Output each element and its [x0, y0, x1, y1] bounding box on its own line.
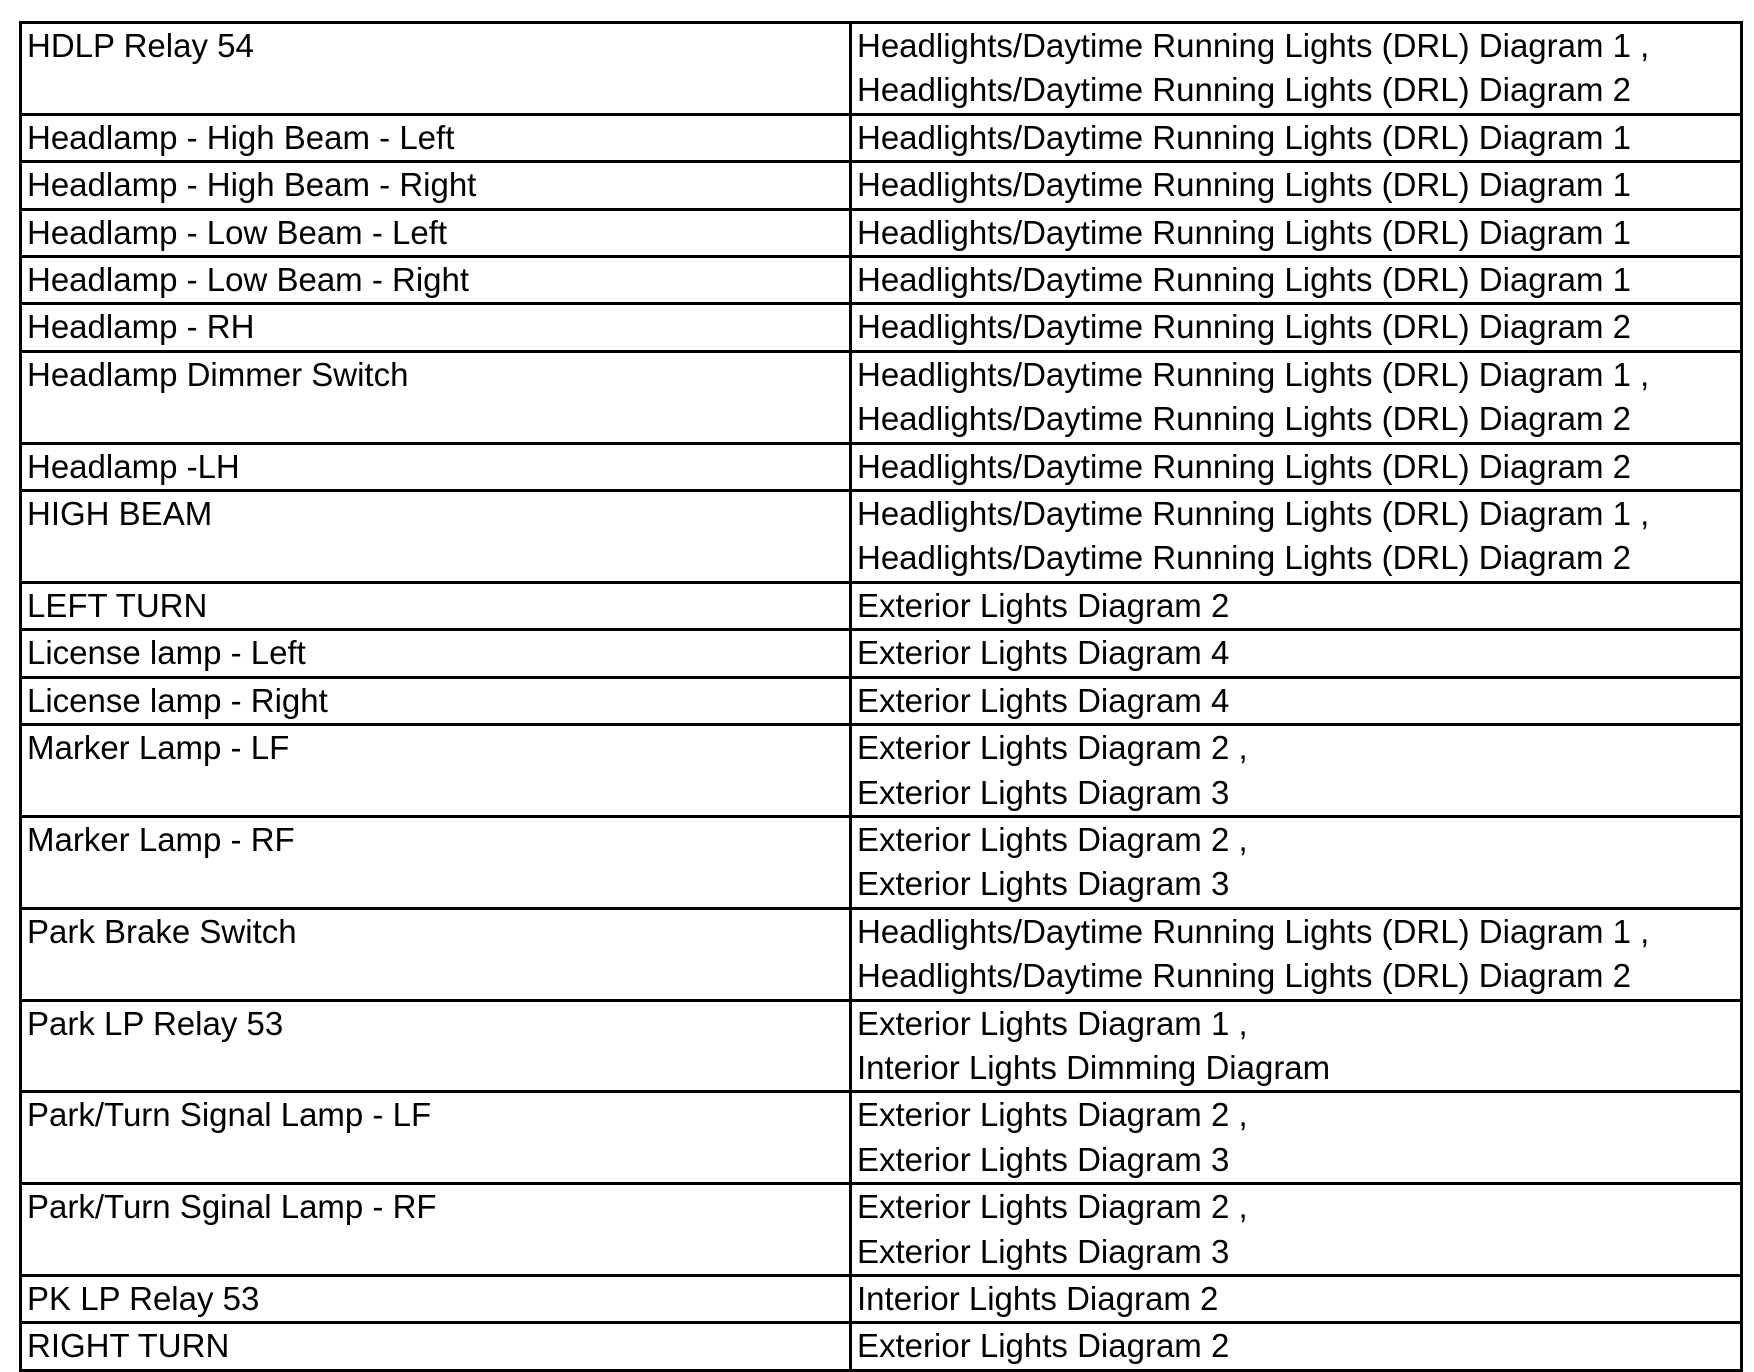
diagram-reference: Exterior Lights Diagram 2 ,: [857, 820, 1248, 858]
diagram-reference: Exterior Lights Diagram 2 ,: [857, 1188, 1248, 1226]
table-row: [21, 816, 1742, 908]
diagram-references-cell: [851, 209, 1742, 256]
diagram-reference: Exterior Lights Diagram 3: [857, 865, 1230, 903]
diagram-reference: Exterior Lights Diagram 1 ,: [857, 1004, 1248, 1042]
diagram-references-cell: [851, 725, 1742, 817]
component-name-cell: License lamp - Right: [21, 677, 851, 724]
component-name-cell: LEFT TURN: [21, 582, 851, 629]
component-name-cell: HDLP Relay 54: [21, 23, 851, 115]
diagram-reference: Headlights/Daytime Running Lights (DRL) Diagram 1: [857, 261, 1632, 299]
diagram-references-cell: [851, 162, 1742, 209]
diagram-references-cell: [851, 491, 1742, 583]
diagram-reference: Headlights/Daytime Running Lights (DRL) Diagram 1: [857, 213, 1632, 251]
diagram-reference: Exterior Lights Diagram 4: [857, 681, 1230, 719]
diagram-references-cell: [851, 351, 1742, 443]
diagram-references-cell: [851, 630, 1742, 677]
diagram-references-cell: [851, 908, 1742, 1000]
diagram-reference: Exterior Lights Diagram 3: [857, 1140, 1230, 1178]
diagram-references-cell: [851, 1323, 1742, 1370]
table-body: [21, 23, 1742, 1371]
table-row: [21, 351, 1742, 443]
diagram-references-cell: [851, 1275, 1742, 1322]
table-row: [21, 23, 1742, 115]
diagram-references-cell: [851, 1184, 1742, 1276]
diagram-reference: Headlights/Daytime Running Lights (DRL) Diagram 2: [857, 308, 1632, 346]
diagram-references-cell: [851, 816, 1742, 908]
table-row: [21, 1323, 1742, 1370]
component-name-cell: Park Brake Switch: [21, 908, 851, 1000]
diagram-references-cell: [851, 443, 1742, 490]
diagram-references-cell: [851, 1000, 1742, 1092]
diagram-reference: Headlights/Daytime Running Lights (DRL) Diagram 1 ,: [857, 912, 1650, 950]
component-name-cell: Headlamp -LH: [21, 443, 851, 490]
diagram-reference: Exterior Lights Diagram 2 ,: [857, 729, 1248, 767]
table-row: [21, 725, 1742, 817]
component-name-cell: Park/Turn Sginal Lamp - RF: [21, 1184, 851, 1276]
diagram-references-cell: [851, 1092, 1742, 1184]
table-row: [21, 908, 1742, 1000]
diagram-reference: Headlights/Daytime Running Lights (DRL) Diagram 2: [857, 400, 1632, 438]
table-row: [21, 1184, 1742, 1276]
table-row: [21, 257, 1742, 304]
diagram-reference: Exterior Lights Diagram 3: [857, 1232, 1230, 1270]
diagram-reference: Headlights/Daytime Running Lights (DRL) Diagram 2: [857, 539, 1632, 577]
diagram-reference: Exterior Lights Diagram 2: [857, 1327, 1230, 1365]
component-name-cell: PK LP Relay 53: [21, 1275, 851, 1322]
diagram-reference: Headlights/Daytime Running Lights (DRL) Diagram 1: [857, 166, 1632, 204]
diagram-reference: Exterior Lights Diagram 2 ,: [857, 1096, 1248, 1134]
diagram-reference: Headlights/Daytime Running Lights (DRL) Diagram 2: [857, 71, 1632, 109]
diagram-reference: Headlights/Daytime Running Lights (DRL) Diagram 1: [857, 118, 1632, 156]
table-row: [21, 162, 1742, 209]
component-name-cell: Marker Lamp - RF: [21, 816, 851, 908]
table-row: [21, 443, 1742, 490]
diagram-reference: Headlights/Daytime Running Lights (DRL) Diagram 2: [857, 447, 1632, 485]
diagram-references-cell: [851, 677, 1742, 724]
diagram-reference: Interior Lights Diagram 2: [857, 1279, 1219, 1317]
diagram-reference: Headlights/Daytime Running Lights (DRL) Diagram 1 ,: [857, 355, 1650, 393]
table-row: [21, 209, 1742, 256]
diagram-reference: Headlights/Daytime Running Lights (DRL) Diagram 1 ,: [857, 495, 1650, 533]
component-name-cell: Headlamp - Low Beam - Right: [21, 257, 851, 304]
diagram-references-cell: [851, 582, 1742, 629]
diagram-reference: Exterior Lights Diagram 2: [857, 586, 1230, 624]
component-name-cell: Headlamp Dimmer Switch: [21, 351, 851, 443]
component-name-cell: Marker Lamp - LF: [21, 725, 851, 817]
diagram-reference: Headlights/Daytime Running Lights (DRL) Diagram 1 ,: [857, 27, 1650, 64]
component-name-cell: Headlamp - Low Beam - Left: [21, 209, 851, 256]
component-name-cell: HIGH BEAM: [21, 491, 851, 583]
table-row: [21, 582, 1742, 629]
diagram-references-cell: [851, 114, 1742, 161]
diagram-references-cell: [851, 23, 1742, 115]
table-row: [21, 1275, 1742, 1322]
table-row: [21, 491, 1742, 583]
diagram-reference: Headlights/Daytime Running Lights (DRL) Diagram 2: [857, 957, 1632, 995]
diagram-reference: Exterior Lights Diagram 3: [857, 773, 1230, 811]
table-row: [21, 304, 1742, 351]
table-row: [21, 1000, 1742, 1092]
table-row: [21, 1092, 1742, 1184]
table-row: [21, 677, 1742, 724]
component-name-cell: License lamp - Left: [21, 630, 851, 677]
table-row: [21, 630, 1742, 677]
component-name-cell: Headlamp - High Beam - Left: [21, 114, 851, 161]
diagram-references-cell: [851, 304, 1742, 351]
component-name-cell: Headlamp - High Beam - Right: [21, 162, 851, 209]
table-row: [21, 114, 1742, 161]
component-index-table: [19, 21, 1743, 1372]
component-name-cell: RIGHT TURN: [21, 1323, 851, 1370]
diagram-reference: Interior Lights Dimming Diagram: [857, 1048, 1331, 1086]
component-name-cell: Park LP Relay 53: [21, 1000, 851, 1092]
component-name-cell: Park/Turn Signal Lamp - LF: [21, 1092, 851, 1184]
component-name-cell: Headlamp - RH: [21, 304, 851, 351]
diagram-reference: Exterior Lights Diagram 4: [857, 634, 1230, 672]
diagram-references-cell: [851, 257, 1742, 304]
